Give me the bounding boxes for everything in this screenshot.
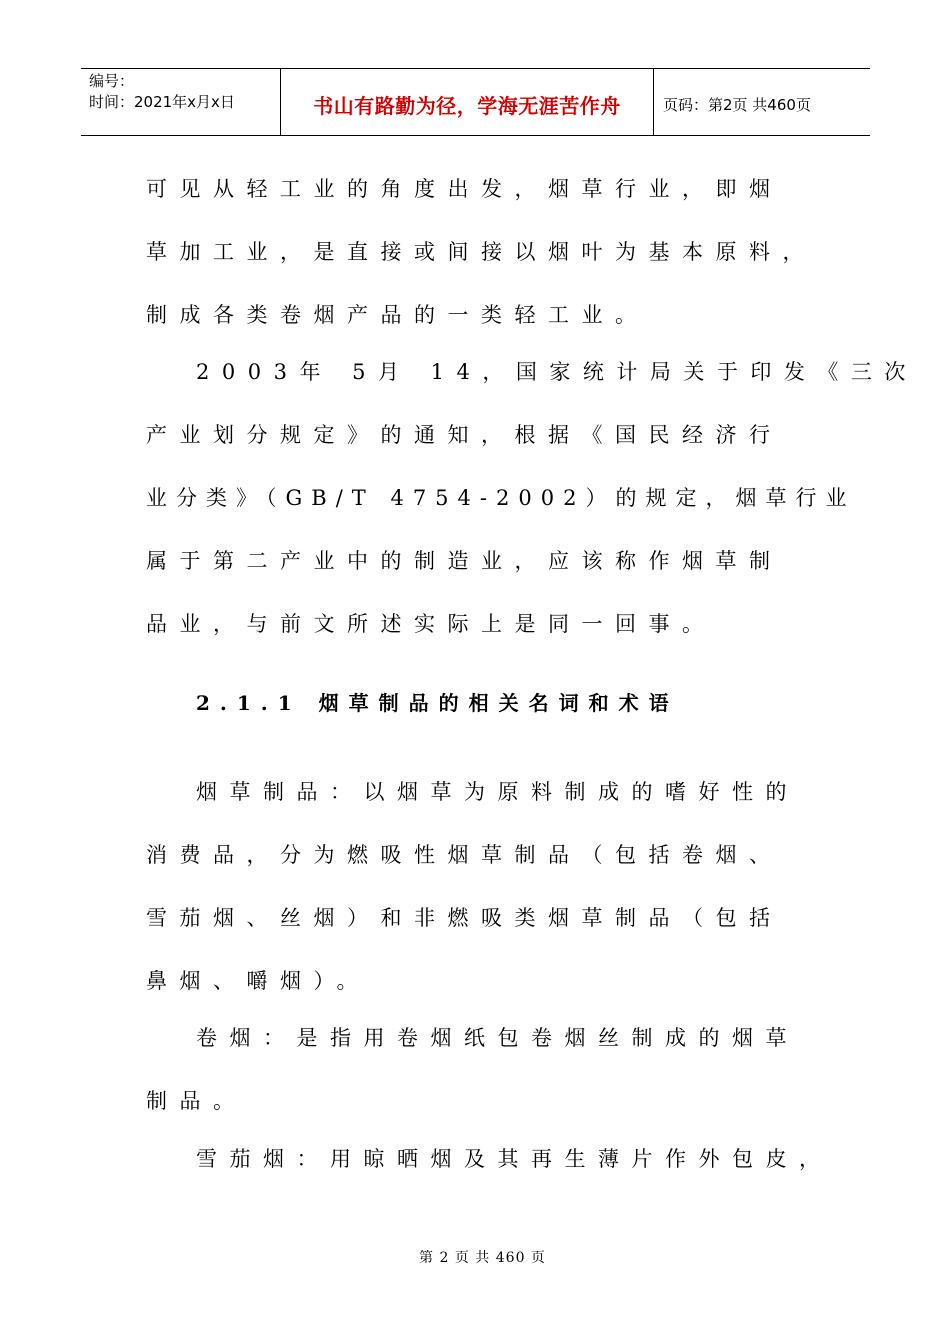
body-line: 草加工业，是直接或间接以烟叶为基本原料， xyxy=(146,240,816,264)
header-motto: 书山有路勤为径，学海无涯苦作舟 xyxy=(313,93,621,118)
body-line: 消费品，分为燃吸性烟草制品（包括卷烟、 xyxy=(146,843,783,867)
header-motto-cell xyxy=(281,69,654,135)
body-line: 属于第二产业中的制造业，应该称作烟草制 xyxy=(146,549,783,573)
body-line: 雪茄烟、丝烟）和非燃吸类烟草制品（包括 xyxy=(146,906,783,930)
body-line: 业分类》（GB/T 4754-2002）的规定，烟草行业 xyxy=(146,486,856,510)
body-line: 品业，与前文所述实际上是同一回事。 xyxy=(146,612,716,636)
body-line: 2003年 5月 14，国家统计局关于印发《三次 xyxy=(196,360,918,384)
document-time-label: 时间：2021年x月x日 xyxy=(89,93,235,111)
header-page-cell xyxy=(654,69,870,135)
body-line: 产业划分规定》的通知，根据《国民经济行 xyxy=(146,423,783,447)
header-meta-cell xyxy=(81,69,281,135)
document-header xyxy=(81,68,870,136)
body-line: 烟草制品：以烟草为原料制成的嗜好性的 xyxy=(196,780,799,804)
body-line: 制成各类卷烟产品的一类轻工业。 xyxy=(146,303,649,327)
body-line: 卷烟：是指用卷烟纸包卷烟丝制成的烟草 xyxy=(196,1026,799,1050)
body-line: 雪茄烟：用晾晒烟及其再生薄片作外包皮， xyxy=(196,1147,833,1171)
body-line: 鼻烟、嚼烟）。 xyxy=(146,969,370,993)
body-line: 制品。 xyxy=(146,1089,247,1113)
header-page-info: 页码：第2页 共460页 xyxy=(663,95,811,114)
body-line: 可见从轻工业的角度出发，烟草行业，即烟 xyxy=(146,177,783,201)
document-number-label: 编号： xyxy=(89,72,135,90)
section-heading: 2.1.1 烟草制品的相关名词和术语 xyxy=(196,691,679,715)
page-footer: 第 2 页 共 460 页 xyxy=(419,1250,546,1266)
